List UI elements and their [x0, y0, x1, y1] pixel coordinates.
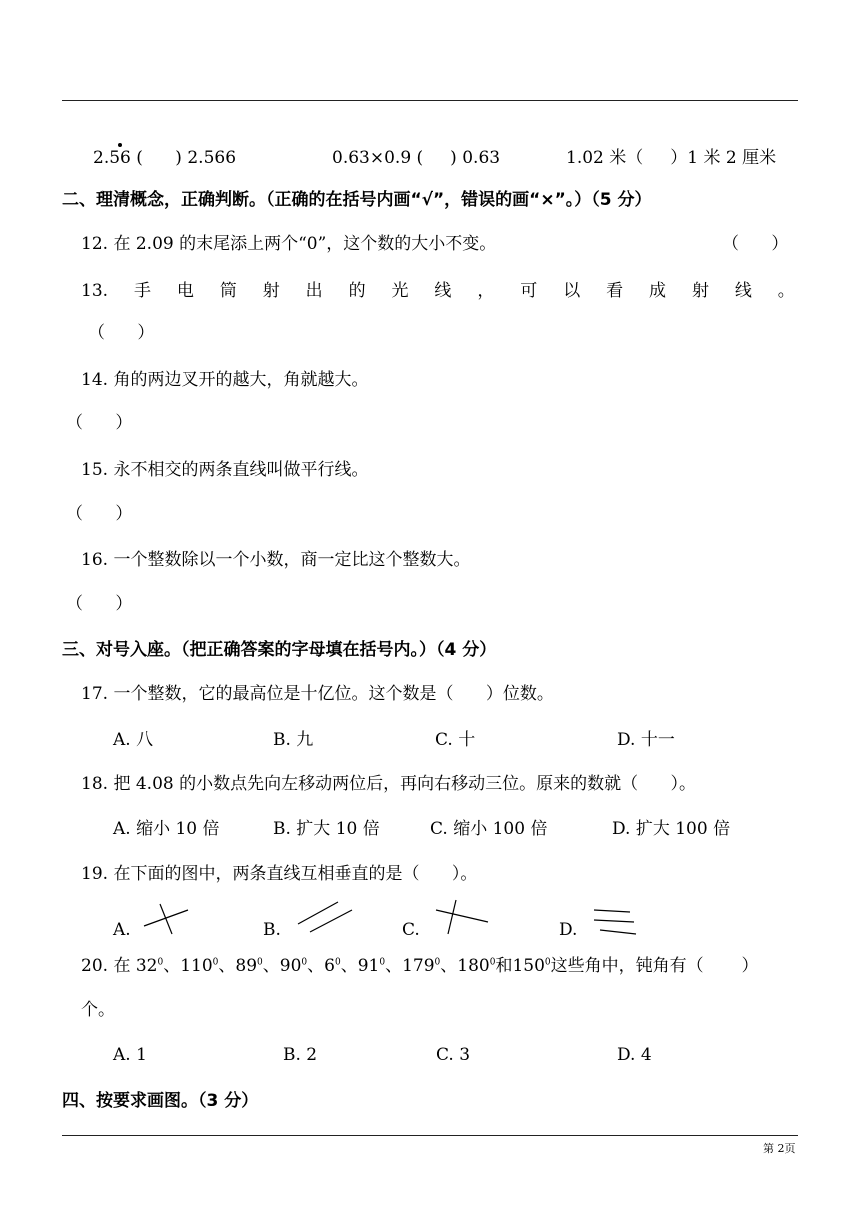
q13-char: 以: [563, 281, 581, 301]
question-20: [81, 955, 758, 977]
option-19-c[interactable]: C.: [402, 920, 420, 940]
option-17-d[interactable]: D. 十一: [617, 730, 675, 750]
parallel-lines-figure-b: [294, 898, 358, 938]
option-20-c[interactable]: C. 3: [436, 1045, 471, 1065]
q20-sep: 、: [385, 956, 403, 976]
q20-sep: 、: [218, 956, 236, 976]
q20-angle: 90: [279, 956, 302, 976]
q20-prefix: 20. 在: [81, 956, 136, 976]
option-20-d[interactable]: D. 4: [617, 1045, 652, 1065]
option-17-c[interactable]: C. 十: [435, 730, 476, 750]
degree-mark: 0: [334, 957, 341, 968]
question-20-line-2: 个。: [81, 1000, 115, 1020]
degree-mark: 0: [257, 957, 263, 968]
q13-char: 线: [434, 281, 452, 301]
question-19: 19. 在下面的图中，两条直线互相垂直的是（ ）。: [81, 864, 478, 884]
degree-mark: 0: [301, 957, 308, 968]
q20-sep: 、: [163, 956, 181, 976]
q13-char: 13.: [81, 281, 109, 301]
q20-sep: 、: [307, 956, 325, 976]
option-18-c[interactable]: C. 缩小 100 倍: [430, 819, 548, 839]
section-3-heading: 三、对号入座。（把正确答案的字母填在括号内。）（4 分）: [62, 640, 497, 660]
question-12: 12. 在 2.09 的末尾添上两个“0”，这个数的大小不变。: [81, 234, 497, 254]
question-18: 18. 把 4.08 的小数点先向左移动两位后，再向右移动三位。原来的数就（ ）。: [81, 774, 697, 794]
section-4-heading: 四、按要求画图。（3 分）: [62, 1091, 259, 1111]
q13-char: 手: [133, 281, 151, 301]
option-18-b[interactable]: B. 扩大 10 倍: [273, 819, 380, 839]
option-18-a[interactable]: A. 缩小 10 倍: [113, 819, 220, 839]
answer-blank-14[interactable]: （ ）: [66, 413, 133, 433]
q20-angle: 32: [135, 956, 158, 976]
option-20-b[interactable]: B. 2: [283, 1045, 318, 1065]
q20-suffix: 这些角中，钝角有（ ）: [550, 956, 759, 976]
q13-char: 的: [348, 281, 366, 301]
q13-char: 射: [262, 281, 280, 301]
question-15: 15. 永不相交的两条直线叫做平行线。: [81, 460, 369, 480]
option-18-d[interactable]: D. 扩大 100 倍: [612, 819, 731, 839]
section-2-heading: 二、理清概念，正确判断。（正确的在括号内画“√”，错误的画“×”。）（5 分）: [62, 190, 652, 210]
q13-char: 出: [305, 281, 323, 301]
question-13: [81, 280, 795, 302]
answer-blank-16[interactable]: （ ）: [66, 594, 133, 614]
q20-angle: 179: [402, 956, 435, 976]
question-17: 17. 一个整数，它的最高位是十亿位。这个数是（ ）位数。: [81, 684, 554, 704]
degree-mark: 0: [379, 957, 386, 968]
degree-mark: 0: [212, 957, 219, 968]
question-14: 14. 角的两边叉开的越大，角就越大。: [81, 370, 369, 390]
compare-item-1: 2.56 ( ) 2.566: [93, 148, 237, 168]
option-19-a[interactable]: A.: [113, 920, 131, 940]
q20-sep: 、: [440, 956, 458, 976]
q20-angle: 150: [512, 956, 545, 976]
intersecting-lines-figure-a: [140, 898, 192, 938]
degree-mark: 0: [434, 957, 441, 968]
q13-char: ，: [477, 281, 495, 301]
footer-rule: [62, 1135, 798, 1136]
option-17-a[interactable]: A. 八: [113, 730, 154, 750]
q13-char: 电: [176, 281, 194, 301]
compare-item-3: 1.02 米（ ）1 米 2 厘米: [566, 148, 777, 168]
q13-char: 线: [734, 281, 752, 301]
q13-char: 光: [391, 281, 409, 301]
q13-char: 可: [520, 281, 538, 301]
option-19-b[interactable]: B.: [263, 920, 281, 940]
q13-char: 筒: [219, 281, 237, 301]
near-parallel-lines-figure-d: [588, 902, 640, 938]
q20-and: 和: [495, 956, 513, 976]
q20-sep: 、: [340, 956, 358, 976]
compare-item-2: 0.63×0.9 ( ) 0.63: [332, 148, 501, 168]
q13-char: 成: [649, 281, 667, 301]
q20-angle: 89: [235, 956, 258, 976]
q20-angle: 180: [457, 956, 490, 976]
degree-mark: 0: [489, 957, 496, 968]
question-16: 16. 一个整数除以一个小数，商一定比这个整数大。: [81, 550, 471, 570]
degree-mark: 0: [544, 957, 551, 968]
q20-angle: 110: [180, 956, 213, 976]
answer-blank-12[interactable]: （ ）: [722, 234, 789, 254]
intersecting-lines-figure-c: [432, 896, 492, 938]
answer-blank-15[interactable]: （ ）: [66, 504, 133, 524]
page-number: 第 2页: [763, 1142, 796, 1155]
option-20-a[interactable]: A. 1: [113, 1045, 147, 1065]
q13-char: 。: [777, 281, 795, 301]
q20-angle: 6: [324, 956, 335, 976]
q20-angle: 91: [357, 956, 380, 976]
option-19-d[interactable]: D.: [559, 920, 578, 940]
header-rule: [62, 100, 798, 101]
q20-sep: 、: [262, 956, 280, 976]
q13-char: 看: [606, 281, 624, 301]
degree-mark: 0: [157, 957, 164, 968]
option-17-b[interactable]: B. 九: [273, 730, 314, 750]
q13-char: 射: [691, 281, 709, 301]
answer-blank-13[interactable]: （ ）: [88, 323, 155, 343]
